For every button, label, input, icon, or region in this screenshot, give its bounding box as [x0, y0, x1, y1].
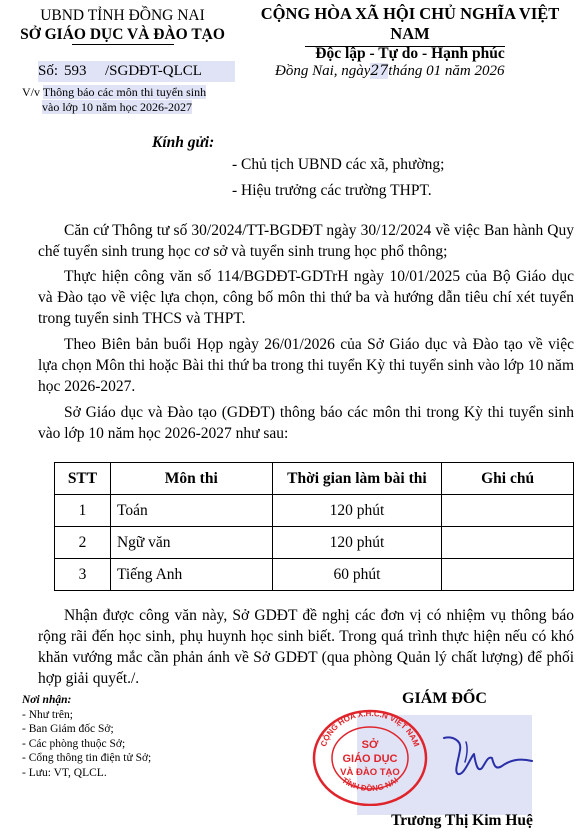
svg-text:TỈNH ĐỒNG NAI	[340, 776, 399, 793]
seal-bottom-text: TỈNH ĐỒNG NAI	[340, 775, 400, 794]
agency-name: SỞ GIÁO DỤC VÀ ĐÀO TẠO	[20, 26, 225, 43]
cell-stt: 2	[55, 527, 111, 559]
signer-title: GIÁM ĐỐC	[402, 690, 487, 707]
greeting-title: Kính gửi:	[152, 134, 215, 151]
cell-duration: 60 phút	[272, 559, 442, 591]
table-row	[55, 527, 574, 559]
subject-label: V/v	[22, 85, 40, 99]
seal-line-1: SỞ	[361, 739, 379, 751]
cell-note	[442, 559, 574, 591]
agency-parent: UBND TỈNH ĐỒNG NAI	[40, 7, 205, 24]
distribution-title: Nơi nhận:	[22, 694, 72, 706]
greeting-recipient-1: - Chủ tịch UBND các xã, phường;	[232, 156, 445, 173]
agency-underline	[72, 44, 174, 45]
cell-subject: Toán	[110, 495, 272, 527]
number-prefix: Số:	[38, 63, 59, 79]
national-title: CỘNG HÒA XÃ HỘI CHỦ NGHĨA VIỆT NAM	[260, 4, 560, 43]
seal-top-text: CỘNG HÒA X.H.C.N VIỆT NAM	[318, 708, 422, 748]
list-item: - Cổng thông tin điện tử Sở;	[22, 752, 152, 764]
subject-block	[22, 85, 272, 114]
document-number	[38, 61, 235, 82]
date-prefix: Đồng Nai, ngày	[275, 63, 371, 79]
list-item: - Ban Giám đốc Sở;	[22, 723, 114, 735]
table-row	[55, 559, 574, 591]
cell-duration: 120 phút	[272, 495, 442, 527]
cell-stt: 1	[55, 495, 111, 527]
cell-stt: 3	[55, 559, 111, 591]
seal-line-2: GIÁO DỤC	[342, 753, 398, 765]
list-item: - Như trên;	[22, 708, 73, 721]
table-row	[55, 495, 574, 527]
subject-line-2: vào lớp 10 năm học 2026-2027	[42, 99, 192, 114]
body-paragraph-4: Sở Giáo dục và Đào tạo (GDĐT) thông báo các môn thi trong Kỳ thi tuyển sinh vào lớp 10 năm học 2026-2027 như sau:	[38, 404, 574, 442]
number-code: /SGDĐT-QLCL	[105, 63, 202, 79]
subject-line-1: Thông báo các môn thi tuyển sinh	[42, 85, 207, 99]
official-seal	[310, 706, 430, 806]
header-stt: STT	[55, 463, 111, 495]
body-paragraph-2: Thực hiện công văn số 114/BGDĐT-GDTrH ngày 10/01/2025 của Bộ Giáo dục và Đào tạo về việc lựa chọn, công bố môn thi thứ ba và hướng dẫn tiêu chí xét tuyển trong tuyển sinh THCS và THPT.	[38, 268, 574, 327]
date-day: 27	[370, 63, 389, 79]
table-header-row	[55, 463, 574, 495]
header-note: Ghi chú	[442, 463, 574, 495]
body-paragraph-1: Căn cứ Thông tư số 30/2024/TT-BGDĐT ngày 30/12/2024 về việc Ban hành Quy chế tuyển sinh trung học cơ sở và tuyển sinh trung học phổ thông;	[38, 222, 574, 260]
number-value: 593	[64, 63, 87, 79]
exam-subjects-table	[54, 462, 574, 591]
seal-line-3: VÀ ĐÀO TẠO	[340, 767, 400, 778]
closing-paragraph: Nhận được công văn này, Sở GDĐT đề nghị các đơn vị có nhiệm vụ thông báo rộng rãi đến học sinh, phụ huynh học sinh biết. Trong quá trình thực hiện nếu có khó khăn vướng mắc cần phản ánh về Sở GDĐT (qua phòng Quản lý chất lượng) để phối hợp giải quyết./.	[38, 607, 574, 687]
cell-note	[442, 495, 574, 527]
handwritten-signature	[440, 728, 535, 783]
greeting-recipient-2: - Hiệu trưởng các trường THPT.	[232, 182, 432, 199]
list-item: - Các phòng thuộc Sở;	[22, 737, 126, 750]
header-duration: Thời gian làm bài thi	[272, 463, 442, 495]
distribution-list	[22, 693, 222, 780]
header-subject: Môn thi	[110, 463, 272, 495]
cell-note	[442, 527, 574, 559]
list-item: - Lưu: VT, QLCL.	[22, 766, 107, 779]
cell-duration: 120 phút	[272, 527, 442, 559]
motto-underline	[305, 46, 505, 47]
national-header	[240, 4, 580, 64]
national-motto: Độc lập - Tự do - Hạnh phúc	[315, 45, 505, 62]
signer-name: Trương Thị Kim Huệ	[391, 812, 533, 829]
cell-subject: Tiếng Anh	[110, 559, 272, 591]
date-month-year: tháng 01 năm 2026	[388, 63, 505, 79]
document-date	[275, 61, 580, 82]
cell-subject: Ngữ văn	[110, 527, 272, 559]
body-paragraph-3: Theo Biên bản buổi Họp ngày 26/01/2026 của Sở Giáo dục và Đào tạo về việc lựa chọn Môn thi hoặc Bài thi thứ ba trong thi tuyển Kỳ thi tuyển sinh vào lớp 10 năm học 2026-2027.	[38, 336, 574, 395]
agency-header	[10, 6, 235, 44]
